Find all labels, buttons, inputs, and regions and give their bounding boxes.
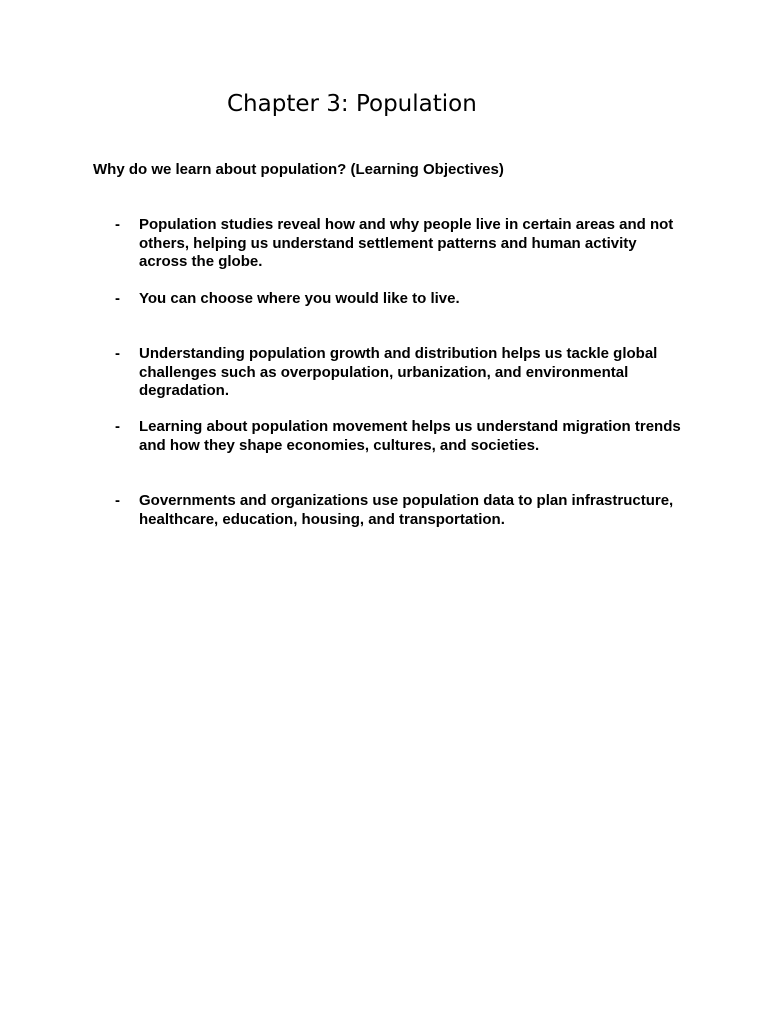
- bullet-text: Understanding population growth and distribution helps us tackle global challenges such as overpopulation, urbanization, and environmental degradation.: [139, 345, 658, 399]
- bullet-text: Governments and organizations use population data to plan infrastructure, healthcare, education, housing, and transportation.: [139, 492, 674, 528]
- bullet-marker: -: [115, 418, 120, 435]
- bullet-marker: -: [115, 492, 120, 509]
- bullet-text: You can choose where you would like to live.: [139, 290, 460, 307]
- learning-objectives-heading: Why do we learn about population? (Learning Objectives): [93, 161, 504, 178]
- bullet-text: Population studies reveal how and why people live in certain areas and not others, helping us understand settlement patterns and human activity across the globe.: [139, 216, 674, 270]
- page-title: Chapter 3: Population: [227, 91, 477, 117]
- bullet-marker: -: [115, 345, 120, 362]
- bullet-text: Learning about population movement helps us understand migration trends and how they shape economies, cultures, and societies.: [139, 418, 681, 454]
- bullet-marker: -: [115, 290, 120, 307]
- bullet-marker: -: [115, 216, 120, 233]
